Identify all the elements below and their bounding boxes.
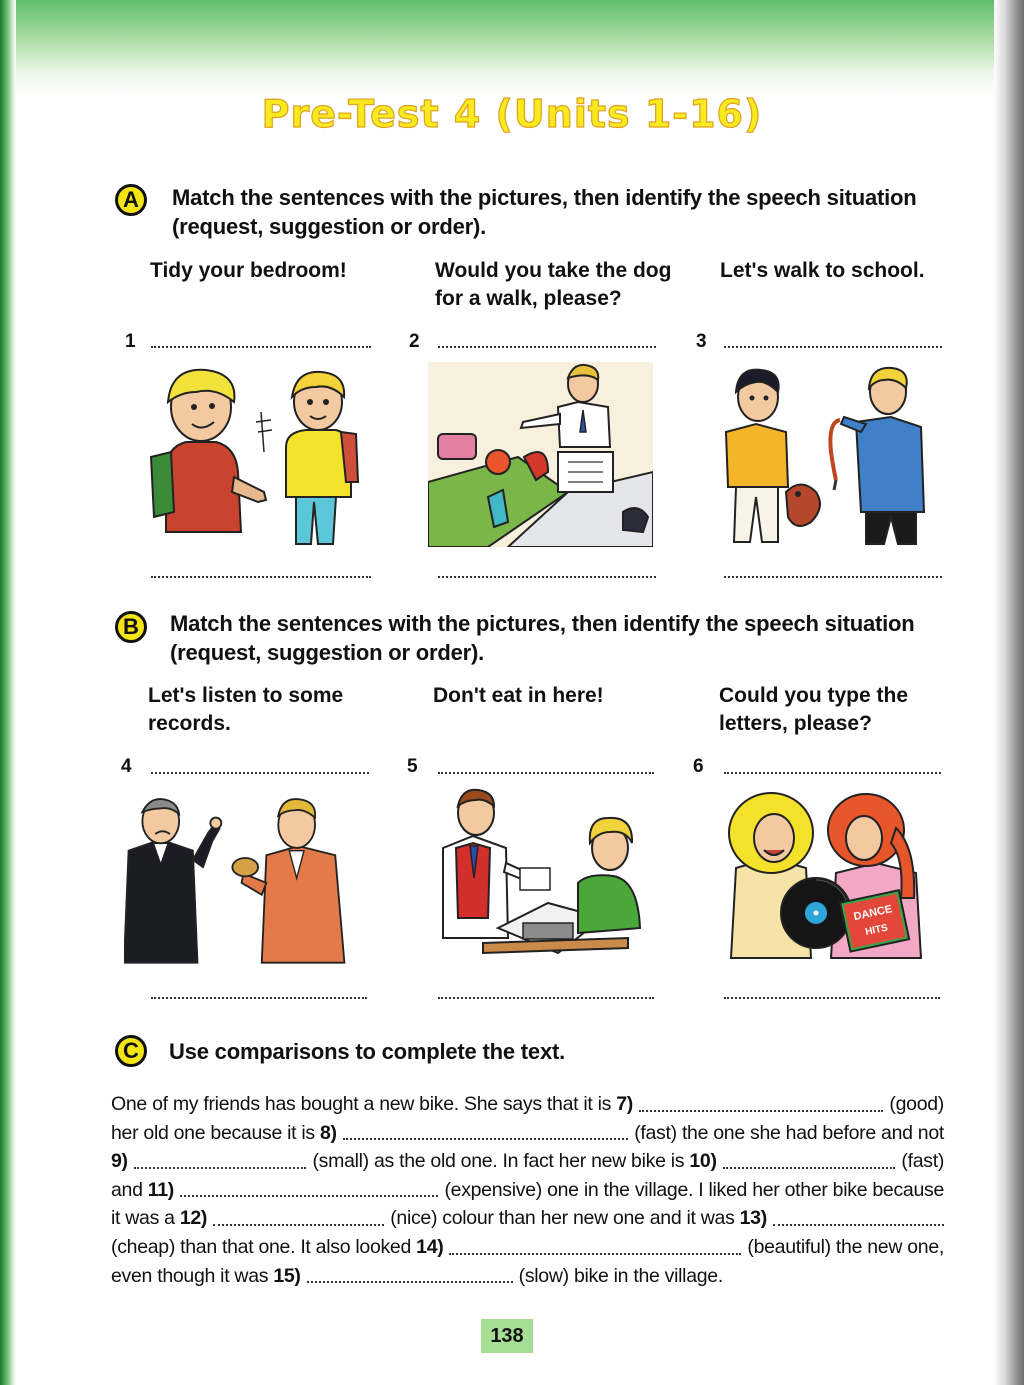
hint-word: (slow) bike in the village.	[518, 1264, 723, 1287]
sentence-b5-line1: Don't eat in here!	[433, 684, 604, 707]
text-segment: One of my friends has bought a new bike. She says that it is	[111, 1093, 617, 1115]
answer-line-4-situation[interactable]	[151, 997, 367, 999]
section-c-instruction: Use comparisons to complete the text.	[169, 1039, 566, 1064]
answer-line-4[interactable]	[151, 772, 369, 774]
text-segment: (nice) colour than her new one and it was	[390, 1207, 740, 1230]
blank-7[interactable]	[639, 1090, 883, 1112]
text-segment: it was a	[111, 1207, 180, 1230]
sentence-b4-line1: Let's listen to some	[148, 684, 344, 707]
item-number-2: 2	[409, 331, 420, 352]
answer-line-1[interactable]	[151, 346, 371, 348]
text-segment: even though it was	[111, 1264, 274, 1287]
sentence-b4	[148, 682, 398, 738]
section-b-instruction-line2: (request, suggestion or order).	[170, 640, 485, 665]
section-c-badge: C	[115, 1035, 147, 1067]
section-a-badge: A	[115, 184, 147, 216]
text-line-3	[111, 1147, 944, 1176]
answer-line-5[interactable]	[438, 772, 654, 774]
section-b-instruction-line1: Match the sentences with the pictures, then identify the speech situation	[170, 611, 915, 636]
blank-number-8: 8)	[320, 1121, 337, 1144]
answer-line-6-situation[interactable]	[724, 997, 940, 999]
blank-13[interactable]	[773, 1204, 944, 1226]
blank-10[interactable]	[723, 1147, 896, 1169]
hint-word: (good)	[889, 1093, 944, 1115]
picture-man-scolding-eater	[124, 788, 349, 973]
answer-line-3[interactable]	[724, 346, 942, 348]
sentence-a2-line2: for a walk, please?	[435, 287, 622, 310]
sentence-a1	[150, 257, 400, 285]
sentence-b6-line1: Could you type the	[719, 684, 908, 707]
sentence-b6	[719, 682, 969, 738]
text-segment: (cheap) than that one. It also looked	[111, 1235, 417, 1258]
blank-number-10: 10)	[689, 1150, 717, 1173]
section-b-badge: B	[115, 611, 147, 643]
sentence-a1-line1: Tidy your bedroom!	[150, 259, 347, 282]
sentence-a3	[720, 257, 970, 285]
blank-11[interactable]	[180, 1176, 438, 1198]
blank-15[interactable]	[307, 1262, 513, 1284]
text-segment: (small) as the old one. In fact her new bike is	[312, 1150, 690, 1173]
sentence-b4-line2: records.	[148, 712, 231, 735]
blank-number-12: 12)	[179, 1207, 208, 1230]
blank-number-11: 11)	[147, 1178, 174, 1201]
page-header-band	[0, 0, 1024, 95]
text-line-4	[111, 1176, 944, 1205]
answer-line-6[interactable]	[724, 772, 941, 774]
hint-word: (fast) the one she had before and not	[634, 1121, 944, 1144]
answer-line-2[interactable]	[438, 346, 656, 348]
comparison-text	[111, 1090, 944, 1290]
text-line-6	[111, 1233, 944, 1262]
book-edge-right	[994, 0, 1024, 1385]
text-line-5	[111, 1204, 944, 1233]
answer-line-1-situation[interactable]	[151, 576, 371, 578]
picture-boys-dog-leash	[716, 362, 941, 547]
picture-two-boys	[146, 362, 371, 547]
item-number-5: 5	[407, 756, 418, 777]
hint-word: (expensive) one in the village. I liked her other bike because	[444, 1178, 944, 1201]
sentence-b5	[433, 682, 683, 710]
page-number: 138	[481, 1319, 533, 1353]
picture-messy-bedroom	[428, 362, 653, 547]
text-line-1	[111, 1090, 944, 1119]
blank-number-7: 7)	[616, 1093, 633, 1115]
hint-word: (fast)	[901, 1150, 945, 1173]
blank-number-14: 14)	[416, 1235, 444, 1258]
blank-8[interactable]	[343, 1119, 628, 1141]
section-b-instruction	[170, 609, 915, 667]
text-segment: and	[111, 1178, 148, 1201]
item-number-1: 1	[125, 331, 136, 352]
text-line-7	[111, 1262, 944, 1291]
section-a-instruction-line1: Match the sentences with the pictures, then identify the speech situation	[172, 185, 917, 210]
sentence-a2-line1: Would you take the dog	[435, 259, 672, 282]
answer-line-5-situation[interactable]	[438, 997, 654, 999]
record-label-hits: HITS	[864, 922, 889, 938]
picture-office-typist	[428, 788, 653, 973]
picture-girls-record	[716, 788, 941, 973]
section-a-instruction-line2: (request, suggestion or order).	[172, 214, 487, 239]
page-title: Pre-Test 4 (Units 1-16)	[261, 92, 763, 136]
record-label-dance: DANCE	[852, 903, 894, 924]
sentence-a2	[435, 257, 685, 313]
blank-14[interactable]	[449, 1233, 741, 1255]
text-segment: her old one because it is	[111, 1121, 321, 1144]
blank-number-13: 13)	[739, 1207, 767, 1230]
blank-12[interactable]	[213, 1204, 384, 1226]
book-spine-left	[0, 0, 16, 1385]
answer-line-2-situation[interactable]	[438, 576, 656, 578]
blank-number-15: 15)	[273, 1264, 301, 1287]
blank-number-9: 9)	[111, 1150, 128, 1173]
item-number-6: 6	[693, 756, 704, 777]
text-line-2	[111, 1119, 944, 1148]
sentence-b6-line2: letters, please?	[719, 712, 872, 735]
section-a-instruction	[172, 183, 917, 241]
blank-9[interactable]	[134, 1147, 307, 1169]
hint-word: (beautiful) the new one,	[747, 1235, 944, 1258]
item-number-4: 4	[121, 756, 132, 777]
answer-line-3-situation[interactable]	[724, 576, 942, 578]
item-number-3: 3	[696, 331, 707, 352]
sentence-a3-line1: Let's walk to school.	[720, 259, 925, 282]
